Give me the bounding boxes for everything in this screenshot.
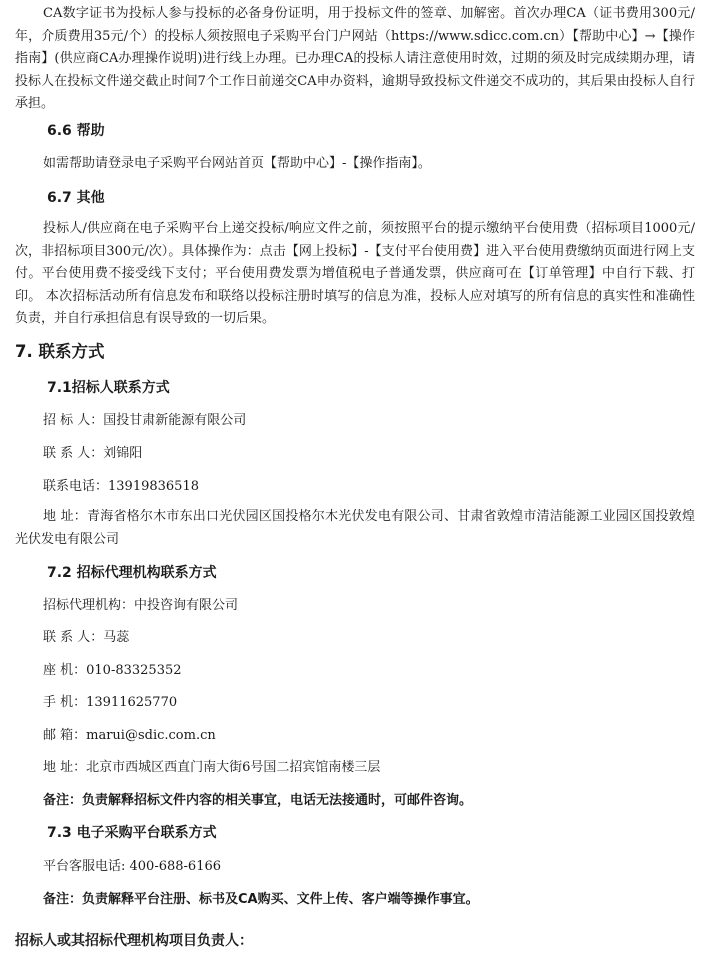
project-responsible-label: 招标人或其招标代理机构项目负责人： bbox=[15, 933, 253, 949]
agency-address-line: 地 址：北京市西城区西直门南大街6号国二招宾馆南楼三层 bbox=[43, 760, 381, 775]
tenderer-contact-line: 联 系 人：刘锦阳 bbox=[43, 446, 143, 461]
section-6-7-heading: 6.7 其他 bbox=[47, 190, 105, 206]
section-6-6-heading: 6.6 帮助 bbox=[47, 123, 105, 139]
section-6-6-text: 如需帮助请登录电子采购平台网站首页【帮助中心】-【操作指南】。 bbox=[43, 156, 431, 171]
section-6-7-text: 投标人/供应商在电子采购平台上递交投标/响应文件之前，须按照平台的提示缴纳平台使用费（招标项目1000元/次，非招标项目300元/次）。具体操作为：点击【网上投标】-【支付平台使用费】进入平台使用费缴纳页面进行网上支付。平台使用费不接受线下支付；平台使用费发票为增值税电子普通发票，供应商可在【订单管理】中自行下载、打印。 本次招标活动所有信息发布和联络以投标注册时填写的信息为准，投标人应对填写的所有信息的真实性和准确性负责，并自行承担信息有误导致的一切后果。 bbox=[15, 221, 695, 326]
section-7-heading: 7. 联系方式 bbox=[15, 342, 105, 361]
platform-note: 备注：负责解释平台注册、标书及CA购买、文件上传、客户端等操作事宜。 bbox=[43, 892, 479, 907]
tenderer-phone-line: 联系电话：13919836518 bbox=[43, 479, 199, 494]
tenderer-line: 招 标 人：国投甘肃新能源有限公司 bbox=[43, 413, 247, 428]
agency-note: 备注：负责解释招标文件内容的相关事宜，电话无法接通时，可邮件咨询。 bbox=[43, 793, 473, 808]
agency-contact-line: 联 系 人：马蕊 bbox=[43, 630, 130, 645]
section-7-3-heading: 7.3 电子采购平台联系方式 bbox=[47, 825, 217, 841]
agency-mobile-line: 手 机：13911625770 bbox=[43, 695, 178, 710]
agency-landline-line: 座 机：010-83325352 bbox=[43, 663, 182, 678]
section-7-1-heading: 7.1招标人联系方式 bbox=[47, 380, 170, 396]
section-7-2-heading: 7.2 招标代理机构联系方式 bbox=[47, 565, 217, 581]
ca-certificate-paragraph: CA数字证书为投标人参与投标的必备身份证明，用于投标文件的签章、加解密。首次办理CA（证书费用300元/年，介质费用35元/个）的投标人须按照电子采购平台门户网站（https://www.sdicc.com.cn）【帮助中心】→【操作指南】(供应商CA办理操作说明)进行线上办理。已办理CA的投标人请注意使用时效，过期的须及时完成续期办理，请投标人在投标文件递交截止时间7个工作日前递交CA申办资料，逾期导致投标文件递交不成功的，其后果由投标人自行承担。 bbox=[15, 6, 695, 111]
tenderer-address-line: 地 址：青海省格尔木市东出口光伏园区国投格尔木光伏发电有限公司、甘肃省敦煌市清洁能源工业园区国投敦煌光伏发电有限公司 bbox=[15, 509, 695, 547]
agency-line: 招标代理机构：中投咨询有限公司 bbox=[43, 598, 239, 613]
platform-service-phone-line: 平台客服电话: 400-688-6166 bbox=[43, 859, 222, 874]
agency-email-line: 邮 箱：marui@sdic.com.cn bbox=[43, 728, 216, 743]
